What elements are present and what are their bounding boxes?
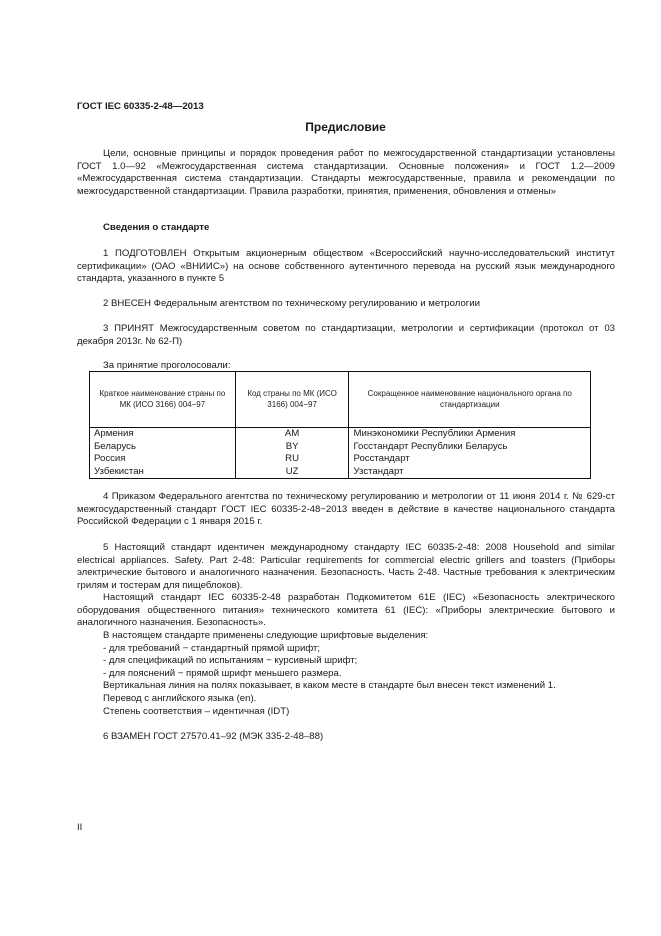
table-header-body: Сокращенное наименование национального органа по стандартизации bbox=[349, 372, 591, 428]
member-states-table bbox=[89, 371, 591, 479]
section-heading: Сведения о стандарте bbox=[103, 222, 210, 233]
table-cell-code: RU bbox=[235, 453, 349, 466]
item-6: 6 ВЗАМЕН ГОСТ 27570.41–92 (МЭК 335-2-48–88) bbox=[103, 731, 324, 742]
table-row bbox=[90, 441, 591, 454]
item-5: 5 Настоящий стандарт идентичен международному стандарту IEC 60335-2-48: 2008 Household and similar electrical appliances. Safety. Part 2-48: Particular requirements for commercial electric grillers and toasters (Приборы электрические бытового и аналогичного назначения. Безопасность. Часть 2-48. Частные требования к электрическим грилям и тостерам для пищеблоков). bbox=[77, 542, 615, 591]
item-4: 4 Приказом Федерального агентства по техническому регулированию и метрологии от 11 июня 2014 г. № 629-ст межгосударственный стандарт ГОСТ IEC 60335-2-48−2013 введен в действие в качестве национального стандарта Российской Федерации с 1 января 2015 г. bbox=[77, 491, 615, 528]
table-row bbox=[90, 453, 591, 466]
table-cell-body: Узстандарт bbox=[349, 466, 591, 479]
item-5-vertical-line: Вертикальная линия на полях показывает, в каком месте в стандарте был внесен текст изменений 1. bbox=[103, 680, 556, 692]
table-cell-body: Росстандарт bbox=[349, 453, 591, 466]
table-header-code: Код страны по МК (ИСО 3166) 004−97 bbox=[235, 372, 349, 428]
item-1: 1 ПОДГОТОВЛЕН Открытым акционерным обществом «Всероссийский научно-исследовательский институт сертификации» (ОАО «ВНИИС») на основе собственного аутентичного перевода на русский язык международного стандарта, указанного в пункте 5 bbox=[77, 248, 615, 285]
item-5-font-requirements: - для требований − стандартный прямой шрифт; bbox=[103, 642, 321, 654]
table-header-row bbox=[90, 372, 591, 428]
voted-label: За принятие проголосовали: bbox=[103, 360, 231, 371]
item-5-degree: Степень соответствия – идентичная (IDT) bbox=[103, 705, 290, 717]
table-header-country: Краткое наименование страны по МК (ИСО 3166) 004−97 bbox=[90, 372, 236, 428]
table-cell-body: Госстандарт Республики Беларусь bbox=[349, 441, 591, 454]
item-2: 2 ВНЕСЕН Федеральным агентством по техническому регулированию и метрологии bbox=[103, 298, 481, 309]
item-3: 3 ПРИНЯТ Межгосударственным советом по стандартизации, метрологии и сертификации (протокол от 03 декабря 2013г. № 62-П) bbox=[77, 323, 615, 347]
table-cell-country: Узбекистан bbox=[90, 466, 236, 479]
table-cell-code: AM bbox=[235, 428, 349, 441]
page-title: Предисловие bbox=[305, 120, 386, 134]
table-cell-code: BY bbox=[235, 441, 349, 454]
table-cell-code: UZ bbox=[235, 466, 349, 479]
item-5-committee: Настоящий стандарт IEC 60335-2-48 разработан Подкомитетом 61E (IEC) «Безопасность электрического оборудования общественного питания» технического комитета 61 (IEC): «Приборы электрические бытового и аналогичного назначения. Безопасность». bbox=[77, 592, 615, 629]
table-row bbox=[90, 428, 591, 441]
table-cell-country: Россия bbox=[90, 453, 236, 466]
table-cell-country: Армения bbox=[90, 428, 236, 441]
page-number: II bbox=[77, 822, 83, 833]
item-5-font-tests: - для спецификаций по испытаниям − курсивный шрифт; bbox=[103, 655, 358, 667]
table-cell-body: Минэкономики Республики Армения bbox=[349, 428, 591, 441]
intro-paragraph: Цели, основные принципы и порядок проведения работ по межгосударственной стандартизации установлены ГОСТ 1.0—92 «Межгосударственная система стандартизации. Основные положения» и ГОСТ 1.2—2009 «Межгосударственная система стандартизации. Стандарты межгосударственные, правила и рекомендации по межгосударственной стандартизации. Правила разработки, принятия, применения, обновления и отмены» bbox=[77, 148, 615, 197]
item-5-translation: Перевод с английского языка (en). bbox=[103, 693, 257, 704]
item-5-font-notes: - для пояснений − прямой шрифт меньшего размера. bbox=[103, 667, 342, 679]
table-row bbox=[90, 466, 591, 479]
item-5-fonts-intro: В настоящем стандарте применены следующие шрифтовые выделения: bbox=[103, 630, 429, 641]
table-cell-country: Беларусь bbox=[90, 441, 236, 454]
document-header: ГОСТ IEC 60335-2-48—2013 bbox=[77, 101, 204, 112]
